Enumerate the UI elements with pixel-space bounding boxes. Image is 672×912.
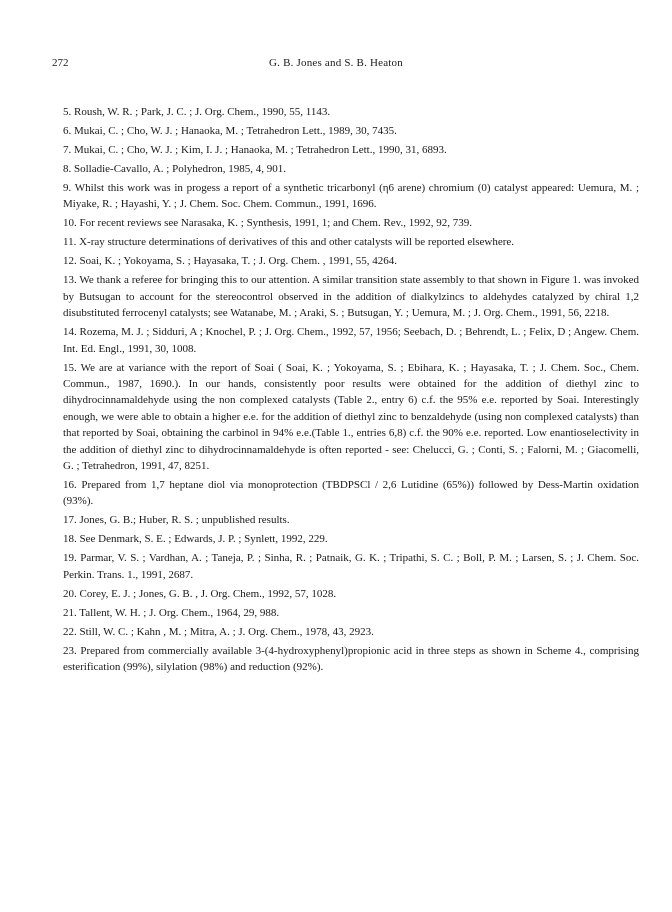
reference-item: 13. We thank a referee for bringing this to our attention. A similar transition state assembly to that shown in Figure 1. was invoked by Butsugan to account for the stereocontrol observed in the addition of dialkylzincs to aldehydes catalyzed by chiral 1,2 disubstituted ferrocenyl catalysts; see Watanabe, M. ; Araki, S. ; Butsugan, Y. ; Uemura, M. ; J. Org. Chem., 1991, 56, 2218. [63, 274, 639, 320]
reference-item: 23. Prepared from commercially available 3-(4-hydroxyphenyl)propionic acid in three steps as shown in Scheme 4., comprising esterification (99%), silylation (98%) and reduction (92%). [63, 644, 639, 674]
reference-item: 9. Whilst this work was in progess a report of a synthetic tricarbonyl (η6 arene) chromium (0) catalyst appeared: Uemura, M. ; Miyake, R. ; Hayashi, Y. ; J. Chem. Soc. Chem. Commun., 1991, 1696. [63, 182, 639, 211]
reference-item: 15. We are at variance with the report of Soai ( Soai, K. ; Yokoyama, S. ; Ebihara, K. ; Hayasaka, T. ; J. Chem. Soc., Chem. Commun., 1987, 1690.). In our hands, consistently poor results were obtained for the addition of diethyl zinc to dihydrocinnamaldehyde using the non complexed catalysts (Table 2., entry 6) c.f. the 95% e.e. reported by Soai. Interestingly enough, we were able to obtain a higher e.e. for the addition of diethyl zinc to benzaldehyde (using non complexed catalysts) than that reported by Soai, obtaining the carbinol in 94% e.e.(Table 1., entries 6,8) c.f. the 90% e.e. reported. Low enantioselectivity in the addition of diethyl zinc to dihydrocinnamaldehyde is often reported - see: Chelucci, G. ; Conti, S. ; Falorni, M. ; Giacomelli, G. ; Tetrahedron, 1991, 47, 8251. [63, 361, 639, 473]
reference-item: 22. Still, W. C. ; Kahn , M. ; Mitra, A. ; J. Org. Chem., 1978, 43, 2923. [63, 625, 374, 638]
reference-item: 11. X-ray structure determinations of derivatives of this and other catalysts will be reported elsewhere. [63, 236, 515, 249]
reference-item: 6. Mukai, C. ; Cho, W. J. ; Hanaoka, M. ; Tetrahedron Lett., 1989, 30, 7435. [63, 125, 397, 137]
reference-item: 12. Soai, K. ; Yokoyama, S. ; Hayasaka, T. ; J. Org. Chem. , 1991, 55, 4264. [63, 255, 397, 268]
running-head: G. B. Jones and S. B. Heaton [269, 57, 403, 69]
page-number: 272 [52, 57, 69, 69]
reference-item: 18. See Denmark, S. E. ; Edwards, J. P. ; Synlett, 1992, 229. [63, 533, 328, 546]
reference-list [63, 104, 639, 678]
reference-item: 10. For recent reviews see Narasaka, K. ; Synthesis, 1991, 1; and Chem. Rev., 1992, 92, 739. [63, 217, 472, 230]
reference-item: 17. Jones, G. B.; Huber, R. S. ; unpublished results. [63, 514, 290, 527]
reference-item: 8. Solladie-Cavallo, A. ; Polyhedron, 1985, 4, 901. [63, 163, 287, 175]
reference-item: 5. Roush, W. R. ; Park, J. C. ; J. Org. Chem., 1990, 55, 1143. [63, 106, 331, 118]
reference-item: 14. Rozema, M. J. ; Sidduri, A ; Knochel, P. ; J. Org. Chem., 1992, 57, 1956; Seebach, D. ; Behrendt, L. ; Felix, D ; Angew. Chem. Int. Ed. Engl., 1991, 30, 1008. [63, 326, 639, 355]
reference-item: 20. Corey, E. J. ; Jones, G. B. , J. Org. Chem., 1992, 57, 1028. [63, 587, 337, 600]
reference-item: 19. Parmar, V. S. ; Vardhan, A. ; Taneja, P. ; Sinha, R. ; Patnaik, G. K. ; Tripathi, S. C. ; Boll, P. M. ; Larsen, S. ; J. Chem. Soc. Perkin. Trans. 1., 1991, 2687. [63, 552, 639, 581]
reference-item: 21. Tallent, W. H. ; J. Org. Chem., 1964, 29, 988. [63, 606, 280, 619]
reference-item: 16. Prepared from 1,7 heptane diol via monoprotection (TBDPSCl / 2,6 Lutidine (65%)) followed by Dess-Martin oxidation (93%). [63, 479, 639, 508]
reference-item: 7. Mukai, C. ; Cho, W. J. ; Kim, I. J. ; Hanaoka, M. ; Tetrahedron Lett., 1990, 31, 6893. [63, 144, 447, 156]
